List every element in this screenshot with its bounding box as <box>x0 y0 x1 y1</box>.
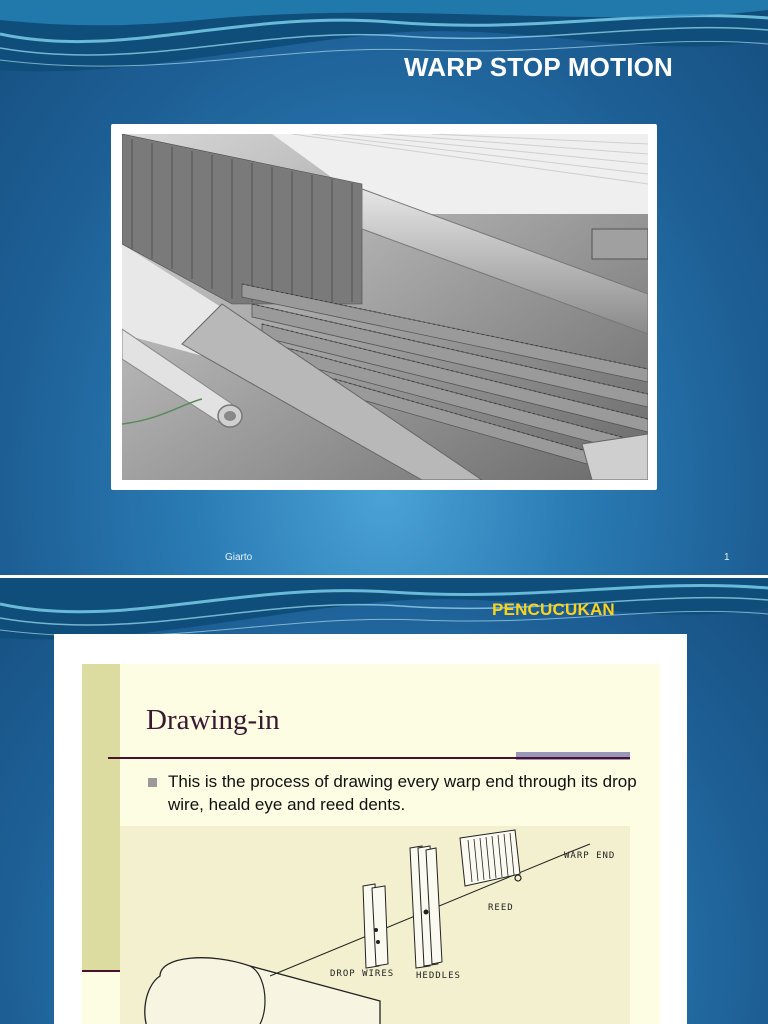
drawing-in-diagram <box>120 826 630 1024</box>
embedded-slide-card <box>54 634 687 1024</box>
bullet-square-icon <box>148 778 157 787</box>
slide-2 <box>0 578 768 1024</box>
bullet-text: This is the process of drawing every warp end through its drop wire, heald eye and reed dents. <box>168 772 637 814</box>
footer-author: Giarto <box>225 552 253 563</box>
accent-bar-underline <box>82 970 122 972</box>
embedded-slide <box>82 664 660 1024</box>
slide-title: WARP STOP MOTION <box>404 52 674 82</box>
footer-page-number: 1 <box>724 552 730 563</box>
label-drop-wires: DROP WIRES <box>330 969 395 979</box>
left-accent-bar <box>82 664 120 972</box>
embedded-heading: Drawing-in <box>146 704 280 736</box>
slide-title: PENCUCUKAN <box>492 600 615 619</box>
drawing-in-illustration <box>120 826 630 1024</box>
photo-frame <box>111 124 657 490</box>
heading-rule-accent-line <box>516 757 630 759</box>
warp-stop-motion-photo <box>122 134 648 480</box>
label-heddles: HEDDLES <box>416 971 461 981</box>
label-reed: REED <box>488 903 514 913</box>
label-warp-end: WARP END <box>564 851 616 861</box>
heading-rule <box>108 757 516 759</box>
